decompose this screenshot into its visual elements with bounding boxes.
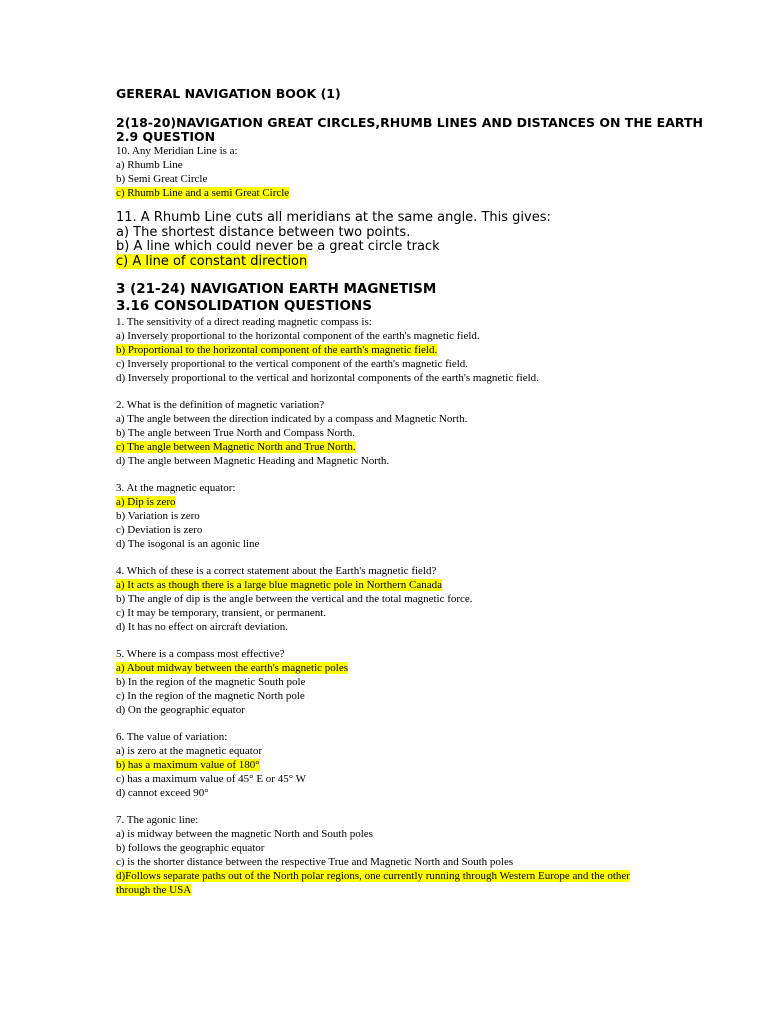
question-text: 5. Where is a compass most effective? <box>116 648 285 660</box>
question-text: 3. At the magnetic equator: <box>116 482 236 494</box>
question-7 <box>116 813 736 897</box>
answer-option: c) has a maximum value of 45° E or 45° W <box>116 773 307 785</box>
question-6 <box>116 730 736 800</box>
answer-option: b) follows the geographic equator <box>116 842 265 854</box>
question-section-heading: 2.9 QUESTION <box>116 129 216 144</box>
question-text: 2. What is the definition of magnetic variation? <box>116 399 325 411</box>
correct-answer-highlight: c) A line of constant direction <box>116 253 308 269</box>
answer-option: d) cannot exceed 90° <box>116 787 209 799</box>
question-1 <box>116 315 736 385</box>
document-title: GERERAL NAVIGATION BOOK (1) <box>116 86 341 101</box>
consolidation-questions-heading: 3.16 CONSOLIDATION QUESTIONS <box>116 298 372 314</box>
question-4 <box>116 564 736 634</box>
answer-option: b) The angle between True North and Compass North. <box>116 427 356 439</box>
question-11 <box>116 211 736 269</box>
answer-option: b) Variation is zero <box>116 510 200 522</box>
correct-answer-highlight: c) The angle between Magnetic North and True North. <box>116 441 356 453</box>
answer-option: a) The shortest distance between two points. <box>116 224 411 240</box>
correct-answer-highlight: a) About midway between the earth's magnetic poles <box>116 662 348 674</box>
answer-option: a) is midway between the magnetic North and South poles <box>116 828 373 840</box>
question-2 <box>116 398 736 468</box>
answer-option: d) It has no effect on aircraft deviation. <box>116 621 289 633</box>
document-page <box>116 86 736 897</box>
answer-option: c) Inversely proportional to the vertical component of the earth's magnetic field. <box>116 358 469 370</box>
question-5 <box>116 647 736 717</box>
question-text: 11. A Rhumb Line cuts all meridians at the same angle. This gives: <box>116 210 551 225</box>
correct-answer-highlight: b) has a maximum value of 180° <box>116 759 260 771</box>
answer-option: b) Semi Great Circle <box>116 173 208 185</box>
answer-option: b) A line which could never be a great circle track <box>116 239 440 254</box>
question-text: 1. The sensitivity of a direct reading magnetic compass is: <box>116 316 372 328</box>
answer-option: a) Rhumb Line <box>116 159 183 171</box>
answer-option: c) is the shorter distance between the respective True and Magnetic North and South poles <box>116 856 514 868</box>
question-text: 6. The value of variation: <box>116 731 228 743</box>
answer-option: b) In the region of the magnetic South pole <box>116 676 306 688</box>
question-3 <box>116 481 736 551</box>
answer-option: c) Deviation is zero <box>116 524 203 536</box>
answer-option: a) Inversely proportional to the horizontal component of the earth's magnetic field. <box>116 330 480 342</box>
correct-answer-highlight: a) Dip is zero <box>116 496 176 508</box>
correct-answer-highlight: d)Follows separate paths out of the North polar regions, one currently running through Western Europe and the other through the USA <box>116 870 630 896</box>
answer-option: a) The angle between the direction indicated by a compass and Magnetic North. <box>116 413 468 425</box>
answer-option: d) The angle between Magnetic Heading and Magnetic North. <box>116 455 390 467</box>
chapter-3-heading: 3 (21-24) NAVIGATION EARTH MAGNETISM <box>116 281 437 297</box>
answer-option: d) Inversely proportional to the vertical and horizontal components of the earth's magnetic field. <box>116 372 539 384</box>
correct-answer-highlight: a) It acts as though there is a large blue magnetic pole in Northern Canada <box>116 579 443 591</box>
question-text: 4. Which of these is a correct statement about the Earth's magnetic field? <box>116 565 437 577</box>
answer-option: b) The angle of dip is the angle between the vertical and the total magnetic force. <box>116 593 473 605</box>
question-10 <box>116 144 736 200</box>
answer-option: c) It may be temporary, transient, or permanent. <box>116 607 327 619</box>
answer-option: c) In the region of the magnetic North pole <box>116 690 305 702</box>
correct-answer-highlight: c) Rhumb Line and a semi Great Circle <box>116 187 290 199</box>
question-text: 7. The agonic line: <box>116 814 199 826</box>
question-text: 10. Any Meridian Line is a: <box>116 145 238 157</box>
answer-option: d) The isogonal is an agonic line <box>116 538 260 550</box>
chapter-2-heading: 2(18-20)NAVIGATION GREAT CIRCLES,RHUMB LINES AND DISTANCES ON THE EARTH <box>116 115 703 130</box>
correct-answer-highlight: b) Proportional to the horizontal component of the earth's magnetic field. <box>116 344 438 356</box>
answer-option: d) On the geographic equator <box>116 704 245 716</box>
answer-option: a) is zero at the magnetic equator <box>116 745 262 757</box>
